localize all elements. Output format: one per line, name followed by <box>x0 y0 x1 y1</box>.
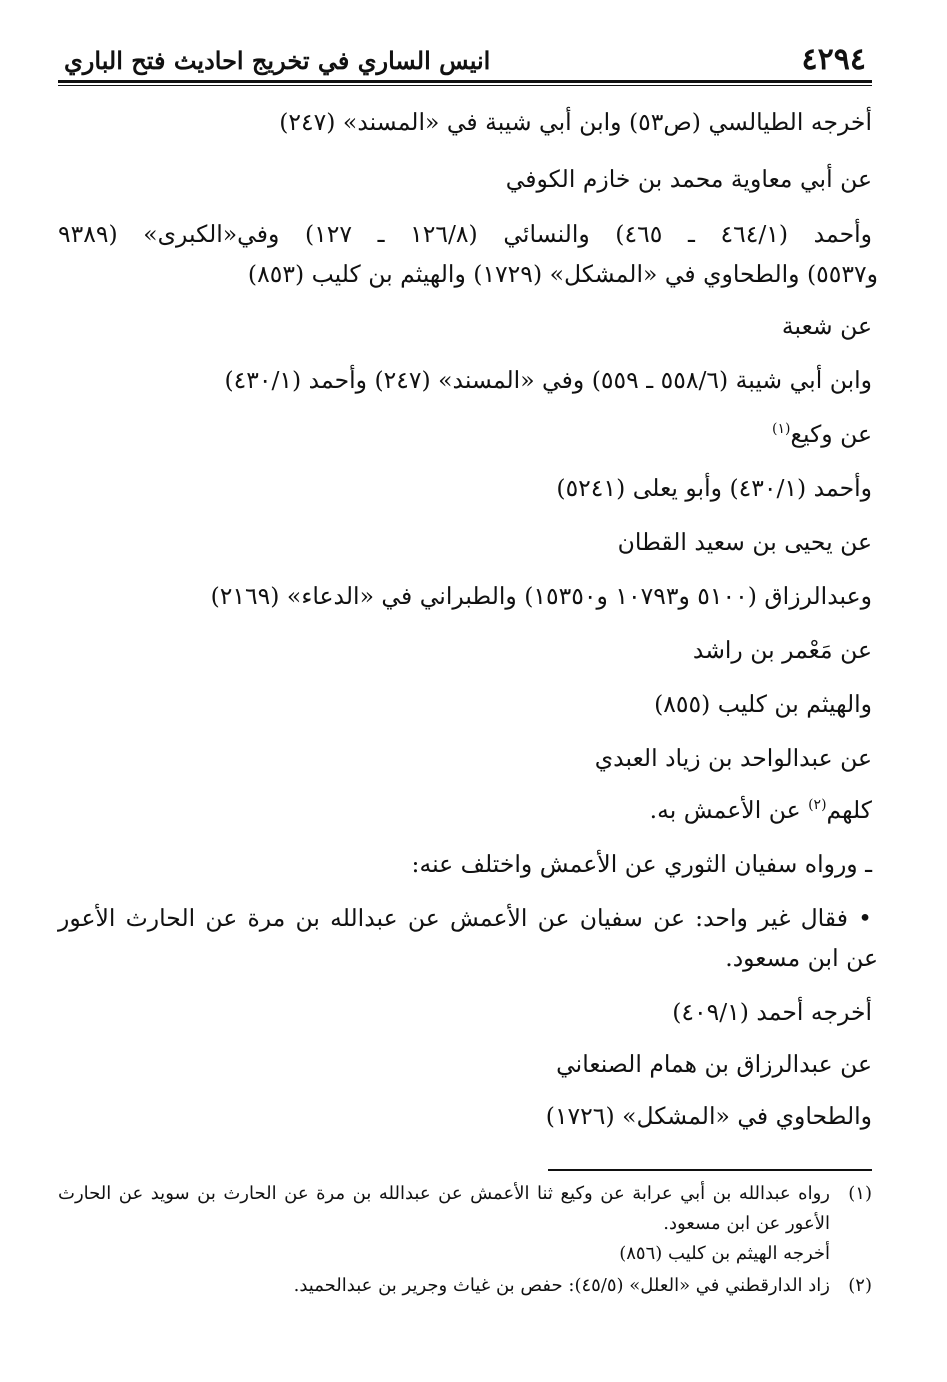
text-line <box>650 792 872 828</box>
text-line: عن أبي معاوية محمد بن خازم الكوفي <box>505 165 872 193</box>
footnote-mark <box>830 1180 872 1208</box>
text-line: عن شعبة <box>781 312 872 340</box>
footnote-text: أخرجه الهيثم بن كليب (٨٥٦) <box>619 1243 830 1264</box>
page-header <box>58 38 872 78</box>
footnote-text: الأعور عن ابن مسعود. <box>663 1213 830 1234</box>
header-rule-thick <box>58 80 872 83</box>
footnote-number: (١) <box>848 1183 872 1204</box>
text-line <box>772 416 872 452</box>
footnote-number: (٢) <box>848 1275 872 1296</box>
text-line: عن عبدالرزاق بن همام الصنعاني <box>556 1050 872 1078</box>
text-line: أخرجه أحمد (٤٠٩/١) <box>672 998 872 1026</box>
text-segment: كلهم <box>826 796 872 824</box>
header-rule-thin <box>58 85 872 86</box>
footnote-ref: (٢) <box>808 797 827 814</box>
footnote-separator <box>548 1169 872 1171</box>
text-line: وأحمد (٤٣٠/١) وأبو يعلى (٥٢٤١) <box>556 474 872 502</box>
text-line: والطحاوي في «المشكل» (١٧٢٦) <box>545 1102 872 1130</box>
text-line: عن يحيى بن سعيد القطان <box>617 528 872 556</box>
text-line: عن ابن مسعود. <box>725 944 878 972</box>
footnote-mark <box>830 1272 872 1300</box>
text-line: عن مَعْمر بن راشد <box>692 636 872 664</box>
text-line: وابن أبي شيبة (٥٥٨/٦ ـ ٥٥٩) وفي «المسند» (٢٤٧) وأحمد (٤٣٠/١) <box>224 366 872 394</box>
text-segment: عن وكيع <box>790 420 872 448</box>
running-title: انيس الساري في تخريج احاديث فتح الباري <box>64 46 491 75</box>
footnote-text: رواه عبدالله بن أبي عرابة عن وكيع ثنا الأعمش عن عبدالله بن مرة عن الحارث بن سويد عن الحارث <box>58 1183 830 1204</box>
footnote-ref: (١) <box>772 421 791 438</box>
page-number: ٤٢٩٤ <box>801 42 866 77</box>
text-line: وأحمد (٤٦٤/١ ـ ٤٦٥) والنسائي (١٢٦/٨ ـ ١٢٧) وفي«الكبرى» (٩٣٨٩ <box>58 220 873 248</box>
text-line: ـ ورواه سفيان الثوري عن الأعمش واختلف عنه: <box>411 850 872 878</box>
text-line: وعبدالرزاق (٥١٠٠ و١٠٧٩٣ و١٥٣٥٠) والطبراني في «الدعاء» (٢١٦٩) <box>210 582 872 610</box>
text-line: والهيثم بن كليب (٨٥٥) <box>654 690 872 718</box>
text-line: • فقال غير واحد: عن سفيان عن الأعمش عن عبدالله بن مرة عن الحارث الأعور <box>58 904 872 932</box>
text-segment: عن الأعمش به. <box>649 796 809 824</box>
text-line: أخرجه الطيالسي (ص٥٣) وابن أبي شيبة في «المسند» (٢٤٧) <box>279 108 872 136</box>
footnote-text: زاد الدارقطني في «العلل» (٤٥/٥): حفص بن غياث وجرير بن عبدالحميد. <box>293 1275 830 1296</box>
text-line: عن عبدالواحد بن زياد العبدي <box>594 744 872 772</box>
text-line: و٥٥٣٧) والطحاوي في «المشكل» (١٧٢٩) والهيثم بن كليب (٨٥٣) <box>247 260 878 288</box>
